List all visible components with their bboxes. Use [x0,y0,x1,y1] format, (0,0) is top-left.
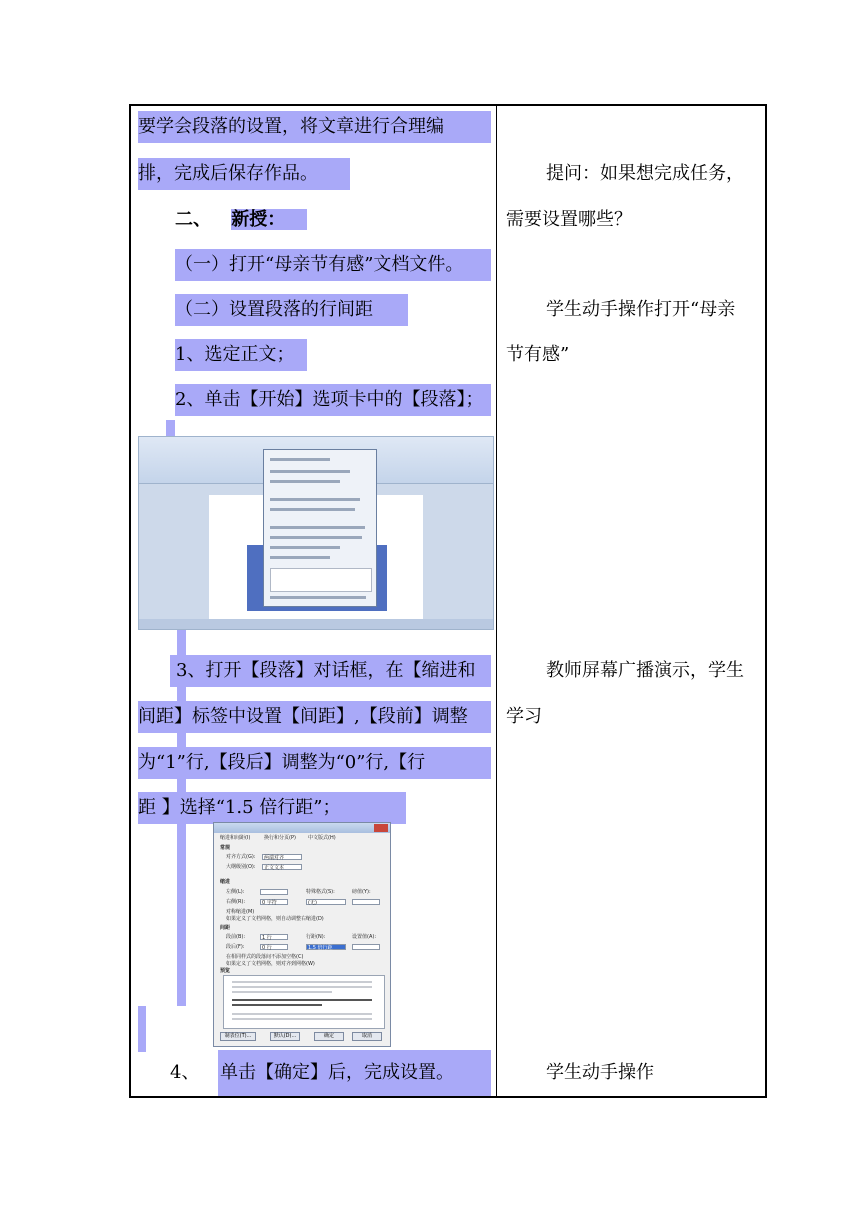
tab-indent-spacing: 缩进和间距(I) [220,835,251,841]
text-line: 排，完成后保存作品。 [138,158,350,190]
paragraph-dialog-screenshot [213,822,391,1047]
section-indent: 缩进 [220,879,231,885]
section-spacing: 间距 [220,925,231,931]
question-line: 需要设置哪些？ [506,209,632,230]
ok-button: 确定 [314,1032,344,1041]
step-3-line: 3、打开【段落】对话框，在【缩进和 [170,655,491,687]
at-field [352,944,380,950]
default-button: 默认(D)... [270,1032,300,1041]
teacher-line: 教师屏幕广播演示，学生 [546,660,744,681]
column-divider [496,104,497,1098]
dialog-titlebar [214,823,390,833]
measure-field [352,899,380,905]
before-field: 1 行 [260,934,288,940]
at-label: 设置值(A): [352,934,377,940]
line-spacing-select: 1.5 倍行距 [306,944,346,950]
highlight-bar [138,1006,146,1052]
section-preview: 预览 [220,968,231,974]
no-space-checkbox: 在相同样式的段落间不添加空格(C) [226,954,304,960]
left-indent-field [260,889,288,895]
tabs-button: 制表位(T)... [220,1032,256,1041]
step-spacing: （二）设置段落的行间距 [175,294,408,326]
before-label: 段前(B): [226,934,246,940]
measure-label: 磅值(Y): [352,889,371,895]
after-label: 段后(F): [226,944,245,950]
align-select: 两端对齐 [262,854,302,860]
snap-grid-checkbox: 如果定义了文档网格，则对齐到网格(W) [226,961,315,967]
section-general: 常规 [220,845,231,851]
section-title: 新授： [231,209,307,230]
question-line: 提问：如果想完成任务， [546,163,744,184]
step-open: （一）打开“母亲节有感”文档文件。 [175,249,491,281]
section-number: 二、 [175,209,211,230]
step-1: 1、选定正文； [175,339,307,371]
step-2: 2、单击【开始】选项卡中的【段落】； [175,384,491,416]
auto-adjust-checkbox: 如果定义了文档网格，则自动调整右缩进(D) [226,916,324,922]
step-4 [170,1057,199,1089]
special-label: 特殊格式(S): [306,889,335,895]
step-4-number: 4、 [170,1062,200,1083]
special-select: (无) [306,899,346,905]
right-indent-field: 0 字符 [260,899,288,905]
outline-select: 正文文本 [262,864,302,870]
tab-line-page: 换行和分页(P) [264,835,296,841]
status-bar [139,619,493,629]
section-heading [175,204,307,236]
student-line: 节有感” [506,344,570,365]
student-practice: 学生动手操作 [546,1062,654,1083]
line-spacing-label: 行距(N): [306,934,326,940]
student-line: 学生动手操作打开“母亲 [546,299,736,320]
step-3-line: 间距】标签中设置【间距】,【段前】调整 [138,701,491,733]
align-label: 对齐方式(G): [226,854,256,860]
close-icon [374,824,388,832]
paragraph-dialog-small [263,449,377,607]
cancel-button: 取消 [352,1032,382,1041]
mirror-checkbox: 对称缩进(M) [226,909,255,915]
text-line: 要学会段落的设置，将文章进行合理编 [138,111,491,143]
tab-asian: 中文版式(H) [308,835,336,841]
outline-label: 大纲级别(O): [226,864,256,870]
preview-box [223,975,385,1029]
after-field: 0 行 [260,944,288,950]
word-window-screenshot [138,436,494,630]
step-3-line: 距 】选择“1.5 倍行距”； [138,792,406,824]
step-4-text: 单击【确定】后，完成设置。 [218,1050,491,1096]
right-indent-label: 右侧(R): [226,899,246,905]
left-indent-label: 左侧(L): [226,889,245,895]
teacher-line: 学习 [506,706,542,727]
step-3-line: 为“1”行,【段后】调整为“0”行,【行 [138,747,491,779]
